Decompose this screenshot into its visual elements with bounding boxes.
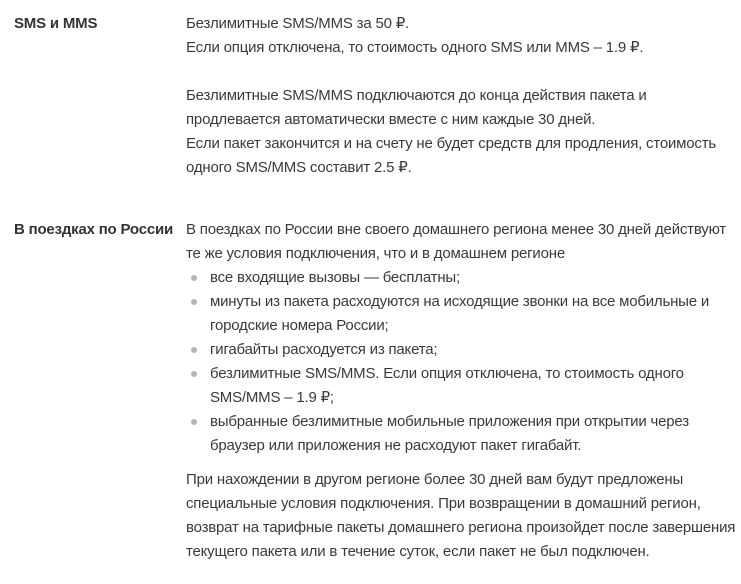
paragraph (186, 218, 737, 266)
row-content (186, 12, 737, 180)
list-item-text: выбранные безлимитные мобильные приложения при открытии через браузер или приложения не расходуют пакет гигабайт. (210, 413, 689, 454)
list-item-text: безлимитные SMS/MMS. Если опция отключена, то стоимость одного SMS/MMS – 1.9 ₽; (210, 365, 684, 406)
list-item (186, 266, 737, 290)
list-item (186, 338, 737, 362)
bullet-icon (191, 419, 197, 425)
list-item (186, 362, 737, 410)
bullet-icon (191, 347, 197, 353)
bullet-icon (191, 299, 197, 305)
text-line: Безлимитные SMS/MMS подключаются до конца действия пакета и продлевается автоматически вместе с ним каждые 30 дней. (186, 87, 647, 128)
paragraph (186, 468, 737, 564)
bullet-icon (191, 371, 197, 377)
list-item-text: гигабайты расходуется из пакета; (210, 341, 438, 358)
bullet-icon (191, 275, 197, 281)
paragraph (186, 84, 737, 180)
row-term: В поездках по России (14, 221, 174, 238)
list-item (186, 410, 737, 458)
text-line: В поездках по России вне своего домашнего региона менее 30 дней действуют те же условия подключения, что и в домашнем регионе (186, 221, 726, 262)
list-item-text: минуты из пакета расходуются на исходящие звонки на все мобильные и городские номера России; (210, 293, 710, 334)
text-line: Если опция отключена, то стоимость одного SMS или MMS – 1.9 ₽. (186, 39, 644, 56)
row-content (186, 218, 737, 564)
text-line: При нахождении в другом регионе более 30 дней вам будут предложены специальные условия подключения. При возвращении в домашний регион, возврат на тарифные пакеты домашнего региона произойдет после завершения текущего пакета или в течение суток, если пакет не был подключен. (186, 471, 736, 560)
row-term: SMS и MMS (14, 15, 98, 32)
tariff-row (14, 12, 737, 180)
paragraph (186, 12, 737, 60)
text-line: Безлимитные SMS/MMS за 50 ₽. (186, 15, 410, 32)
list-item (186, 290, 737, 338)
list-item-text: все входящие вызовы — бесплатны; (210, 269, 460, 286)
text-line: Если пакет закончится и на счету не будет средств для продления, стоимость одного SMS/MMS составит 2.5 ₽. (186, 135, 717, 176)
tariff-row (14, 218, 737, 564)
bullet-list (186, 266, 737, 458)
